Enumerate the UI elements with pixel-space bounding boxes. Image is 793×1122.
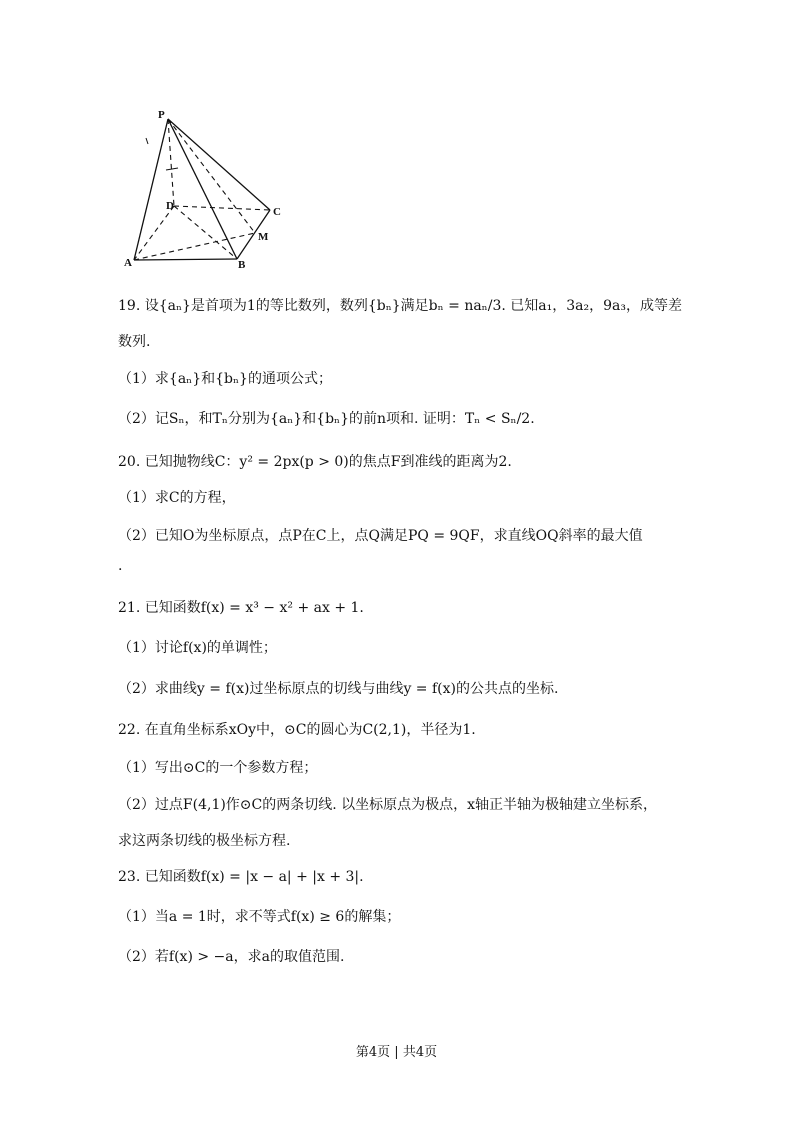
label-A: A	[124, 257, 132, 269]
q19-line2: 数列.	[118, 334, 151, 350]
q22-part2-cont: 求这两条切线的极坐标方程.	[118, 833, 291, 849]
label-B: B	[238, 259, 246, 271]
q23-part1: （1）当a = 1时，求不等式f(x) ≥ 6的解集；	[118, 909, 401, 925]
pyramid-figure	[120, 108, 300, 273]
q21-line1: 21. 已知函数f(x) = x³ − x² + ax + 1.	[118, 600, 364, 616]
q19-line1: 19. 设{aₙ}是首项为1的等比数列，数列{bₙ}满足bₙ = naₙ/3. 已知a₁，3a₂，9a₃，成等差	[118, 298, 682, 314]
q22-part2: （2）过点F(4,1)作⊙C的两条切线. 以坐标原点为极点，x轴正半轴为极轴建立坐标系，	[118, 797, 658, 813]
edge-DB	[174, 206, 237, 259]
label-C: C	[273, 206, 281, 218]
label-P: P	[158, 109, 165, 121]
edge-PD	[168, 119, 174, 206]
edge-AB	[134, 259, 237, 260]
q20-part2-end: .	[118, 558, 123, 574]
q19-part2: （2）记Sₙ，和Tₙ分别为{aₙ}和{bₙ}的前n项和. 证明：Tₙ < Sₙ/2.	[118, 411, 535, 427]
q21-part1: （1）讨论f(x)的单调性；	[118, 640, 277, 656]
edge-DC	[174, 206, 270, 210]
q22-part1: （1）写出⊙C的一个参数方程；	[118, 760, 318, 776]
edge-PC	[168, 119, 270, 210]
q23-line1: 23. 已知函数f(x) = |x − a| + |x + 3|.	[118, 869, 364, 885]
q20-part2: （2）已知O为坐标原点，点P在C上，点Q满足PQ = 9QF，求直线OQ斜率的最大值	[118, 528, 643, 544]
label-M: M	[258, 231, 269, 243]
label-D: D	[166, 200, 174, 212]
q22-line1: 22. 在直角坐标系xOy中，⊙C的圆心为C(2,1)，半径为1.	[118, 722, 476, 738]
q20-part1: （1）求C的方程，	[118, 490, 236, 506]
page-footer: 第4页 | 共4页	[355, 1045, 438, 1060]
q21-part2: （2）求曲线y = f(x)过坐标原点的切线与曲线y = f(x)的公共点的坐标.	[118, 681, 559, 697]
edge-AM	[134, 233, 255, 260]
edge-PA	[134, 119, 168, 260]
q20-line1: 20. 已知抛物线C：y² = 2px(p > 0)的焦点F到准线的距离为2.	[118, 454, 512, 470]
edge-PB	[168, 119, 237, 259]
edge-PM	[168, 119, 255, 233]
q19-part1: （1）求{aₙ}和{bₙ}的通项公式；	[118, 371, 332, 387]
q23-part2: （2）若f(x) > −a，求a的取值范围.	[118, 949, 345, 965]
